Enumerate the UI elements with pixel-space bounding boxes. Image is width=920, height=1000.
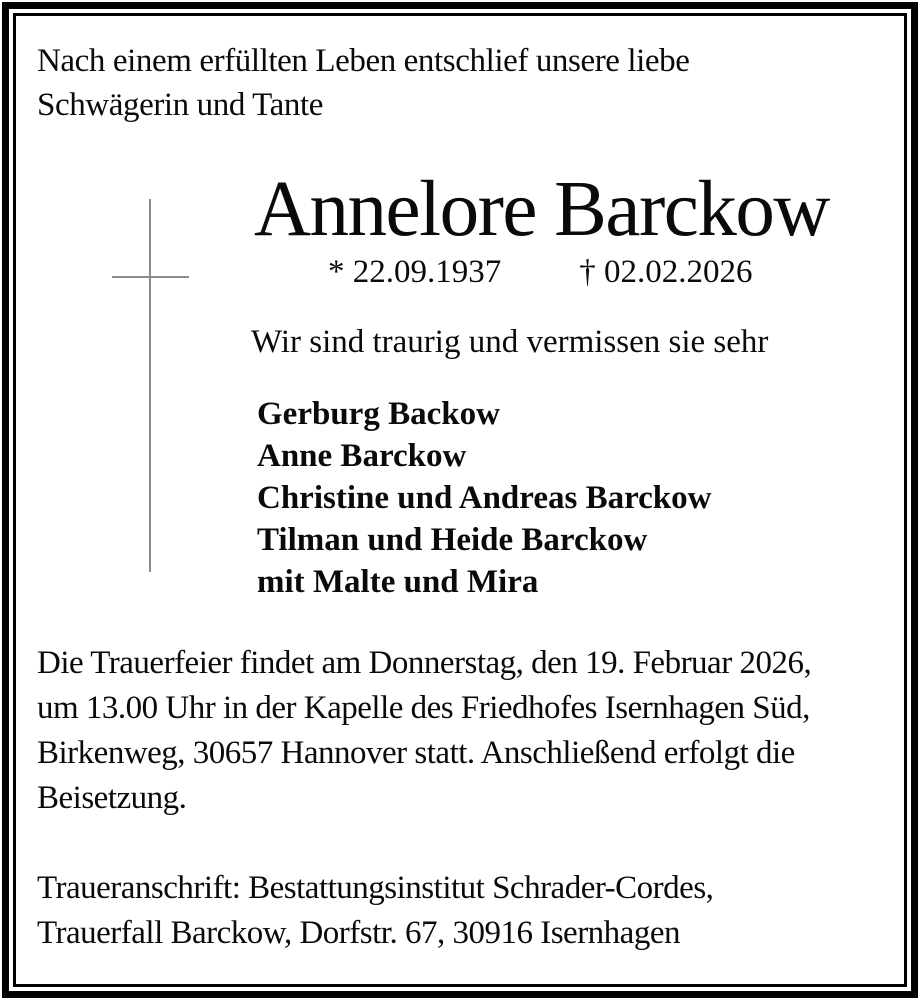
address-line-1: Traueranschrift: Bestattungsinstitut Schrader-Cordes,	[37, 870, 714, 906]
funeral-line-1: Die Trauerfeier findet am Donnerstag, den 19. Februar 2026,	[37, 645, 812, 681]
condolence-message: Wir sind traurig und vermissen sie sehr	[251, 324, 769, 360]
death-date: † 02.02.2026	[579, 254, 753, 290]
birth-date: * 22.09.1937	[328, 254, 502, 290]
funeral-line-4: Beisetzung.	[37, 780, 187, 816]
funeral-line-3: Birkenweg, 30657 Hannover statt. Anschließend erfolgt die	[37, 735, 795, 771]
intro-text	[37, 39, 690, 127]
address-line-2: Trauerfall Barckow, Dorfstr. 67, 30916 Isernhagen	[37, 915, 680, 951]
mourner-line: Anne Barckow	[257, 438, 467, 474]
mourning-address	[37, 866, 713, 956]
cross-vertical-bar	[149, 199, 151, 572]
mourner-line: Gerburg Backow	[257, 396, 500, 432]
mourner-line: Tilman und Heide Barckow	[257, 522, 648, 558]
mourner-line: Christine und Andreas Barckow	[257, 480, 712, 516]
intro-line-2: Schwägerin und Tante	[37, 87, 324, 123]
cross-horizontal-bar	[112, 276, 189, 278]
funeral-line-2: um 13.00 Uhr in der Kapelle des Friedhofes Isernhagen Süd,	[37, 690, 810, 726]
life-dates	[254, 252, 753, 292]
intro-line-1: Nach einem erfüllten Leben entschlief unsere liebe	[37, 43, 690, 79]
funeral-info	[37, 641, 811, 821]
deceased-name: Annelore Barckow	[254, 166, 829, 253]
mourner-line: mit Malte und Mira	[257, 564, 539, 600]
mourners-list	[257, 393, 711, 603]
